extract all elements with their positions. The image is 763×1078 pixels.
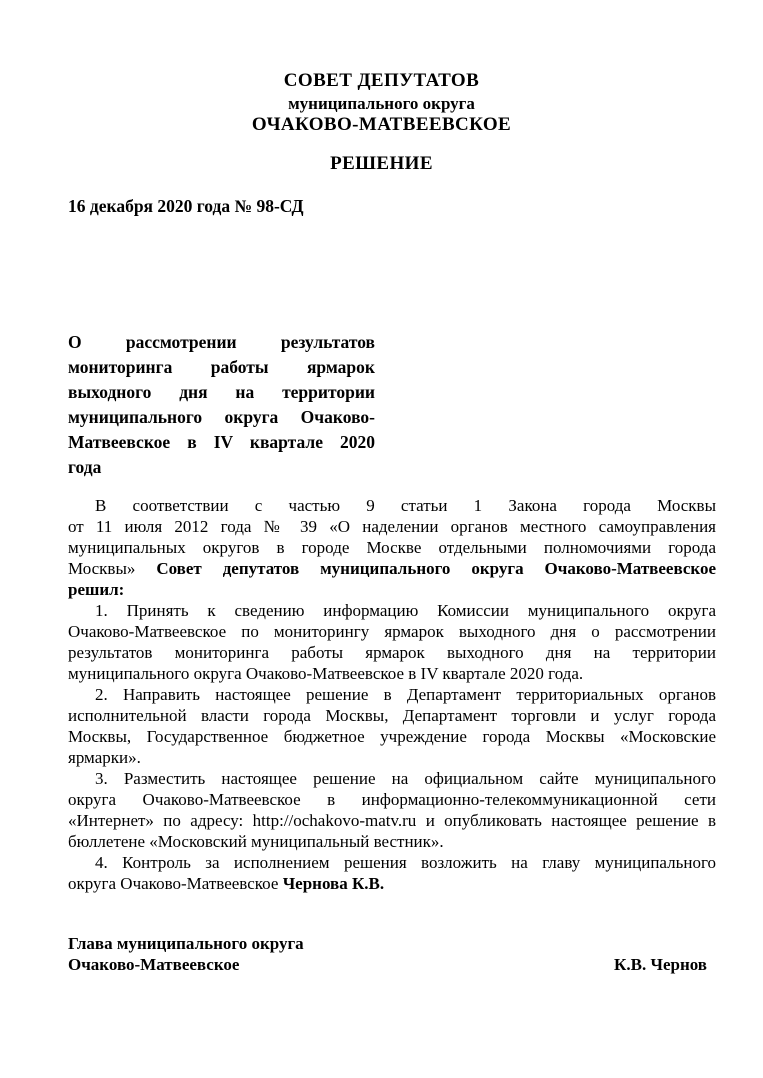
text-line: муниципального округа Очаково- [68, 407, 375, 427]
signature-name: К.В. Чернов [614, 955, 707, 974]
signature-position-line-2: Очаково-Матвеевское [68, 955, 240, 974]
paragraph-preamble [68, 495, 716, 600]
text-line: О рассмотрении результатов [68, 332, 375, 352]
signature-row [68, 954, 716, 975]
text-line: года [68, 457, 102, 477]
paragraph-item-3 [68, 768, 716, 852]
text-line: бюллетене «Московский муниципальный вестник». [68, 832, 444, 851]
text-line: мониторинга работы ярмарок [68, 357, 375, 377]
text-line: Москвы, Государственное бюджетное учреждение города Москвы «Московские [68, 727, 716, 746]
text-line: Очаково-Матвеевское по мониторингу ярмарок выходного дня о рассмотрении [68, 622, 716, 641]
org-name-line-3: ОЧАКОВО-МАТВЕЕВСКОЕ [251, 114, 512, 135]
text-line: исполнительной власти города Москвы, Департамент торговли и услуг города [68, 706, 716, 725]
org-name-line-2: муниципального округа [288, 94, 475, 113]
text-line: округа Очаково-Матвеевское в информационно-телекоммуникационной сети [68, 790, 716, 809]
text-line: округа Очаково-Матвеевское Чернова К.В. [68, 874, 385, 893]
paragraph-item-1 [68, 600, 716, 684]
text-line: 2. Направить настоящее решение в Департамент территориальных органов [95, 685, 716, 704]
text-line: «Интернет» по адресу: http://ochakovo-matv.ru и опубликовать настоящее решение в [68, 811, 716, 830]
text-line: от 11 июля 2012 года № 39 «О наделении органов местного самоуправления [68, 517, 716, 536]
text-line: 1. Принять к сведению информацию Комиссии муниципального округа [95, 601, 716, 620]
text-line: муниципального округа Очаково-Матвеевское в IV квартале 2020 года. [68, 664, 584, 683]
decision-title [68, 330, 375, 480]
document-body [68, 495, 716, 894]
document-type-heading: РЕШЕНИЕ [330, 153, 433, 174]
text-line: решил: [68, 580, 125, 599]
text-line: муниципальных округов в городе Москве отдельными полномочиями города [68, 538, 716, 557]
text-line: В соответствии с частью 9 статьи 1 Закона города Москвы [95, 496, 716, 515]
text-line: ярмарки». [68, 748, 141, 767]
signature-position-line-1: Глава муниципального округа [68, 934, 304, 953]
org-name-line-1: СОВЕТ ДЕПУТАТОВ [283, 70, 480, 91]
text-line: Москвы» Совет депутатов муниципального округа Очаково-Матвеевское [68, 559, 717, 578]
signature-block [68, 933, 716, 975]
paragraph-item-2 [68, 684, 716, 768]
text-line: Матвеевское в IV квартале 2020 [68, 432, 375, 452]
text-line: 4. Контроль за исполнением решения возложить на главу муниципального [95, 853, 716, 872]
text-line: 3. Разместить настоящее решение на официальном сайте муниципального [95, 769, 716, 788]
date-and-number-line: 16 декабря 2020 года № 98-СД [68, 196, 304, 216]
paragraph-item-4 [68, 852, 716, 894]
text-line: результатов мониторинга работы ярмарок выходного дня на территории [68, 643, 716, 662]
text-line: выходного дня на территории [68, 382, 375, 402]
